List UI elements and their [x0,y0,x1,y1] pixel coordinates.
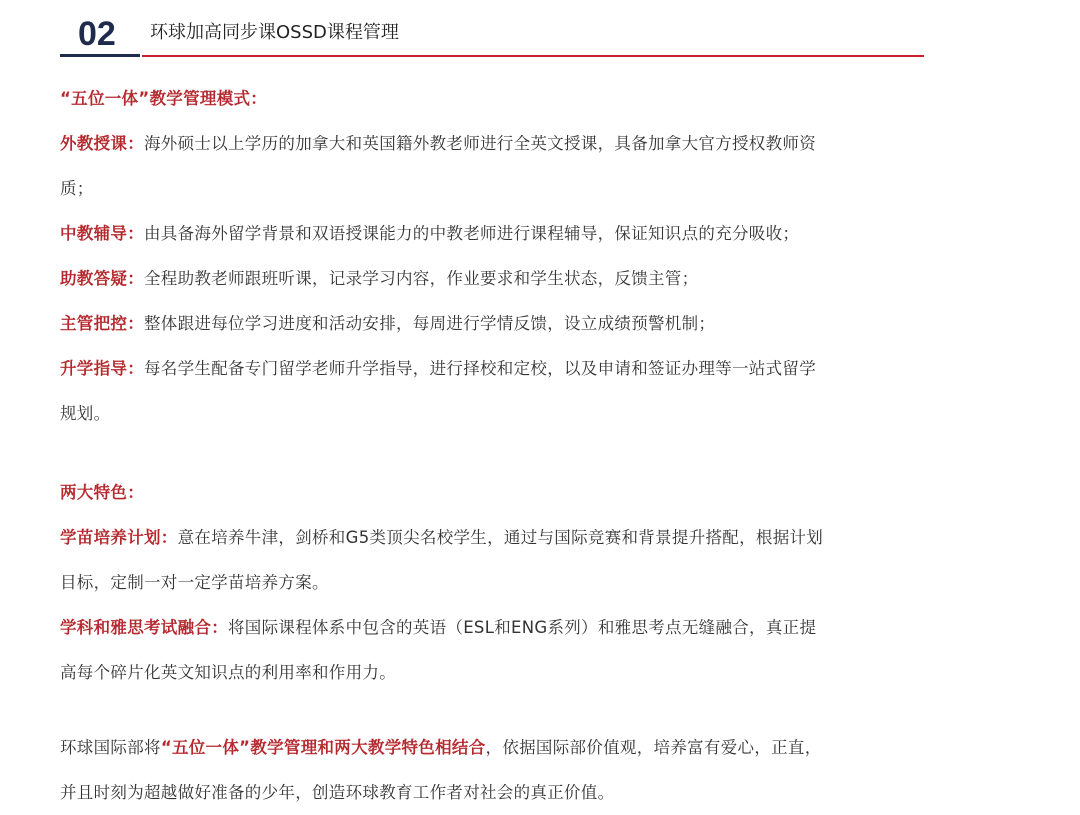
closing-highlight: “五位一体”教学管理和两大教学特色相结合 [160,738,486,757]
article-body [60,76,926,815]
item-label: 助教答疑： [60,269,144,288]
item-label: 学苗培养计划： [60,528,178,547]
item-label: 升学指导： [60,359,144,378]
list-item-continuation: 规划。 [60,404,111,423]
item-text: 每名学生配备专门留学老师升学指导，进行择校和定校，以及申请和签证办理等一站式留学 [144,359,816,378]
header-rule-navy [60,54,140,57]
section2-heading: 两大特色： [60,483,144,502]
list-item [60,211,926,256]
section1-heading: “五位一体”教学管理模式： [60,89,268,108]
section-header [60,12,924,58]
header-rule-red [142,55,924,57]
closing-suffix: ，依据国际部价值观，培养富有爱心，正直， [485,738,822,757]
section-title: 环球加高同步课OSSD课程管理 [150,22,399,43]
closing-prefix: 环球国际部将 [60,738,161,757]
list-item [60,515,926,560]
list-item-continuation: 目标，定制一对一定学苗培养方案。 [60,573,329,592]
item-text: 海外硕士以上学历的加拿大和英国籍外教老师进行全英文授课，具备加拿大官方授权教师资 [144,134,816,153]
list-item [60,605,926,650]
item-label: 外教授课： [60,134,144,153]
item-text: 全程助教老师跟班听课，记录学习内容，作业要求和学生状态，反馈主管； [144,269,699,288]
list-item [60,256,926,301]
item-label: 学科和雅思考试融合： [60,618,228,637]
item-label: 主管把控： [60,314,144,333]
item-text: 意在培养牛津，剑桥和G5类顶尖名校学生，通过与国际竞赛和背景提升搭配，根据计划 [177,528,824,547]
closing-paragraph [60,725,926,770]
list-item [60,301,926,346]
spacer [60,436,926,470]
spacer [60,695,926,725]
list-item-continuation: 高每个碎片化英文知识点的利用率和作用力。 [60,663,396,682]
list-item [60,346,926,391]
list-item-continuation: 质； [60,179,94,198]
closing-line-2: 并且时刻为超越做好准备的少年，创造环球教育工作者对社会的真正价值。 [60,783,615,802]
item-text: 整体跟进每位学习进度和活动安排，每周进行学情反馈，设立成绩预警机制； [144,314,716,333]
item-text: 将国际课程体系中包含的英语（ESL和ENG系列）和雅思考点无缝融合，真正提 [228,618,817,637]
list-item [60,121,926,166]
item-text: 由具备海外留学背景和双语授课能力的中教老师进行课程辅导，保证知识点的充分吸收； [144,224,800,243]
section-number: 02 [78,15,116,53]
item-label: 中教辅导： [60,224,144,243]
